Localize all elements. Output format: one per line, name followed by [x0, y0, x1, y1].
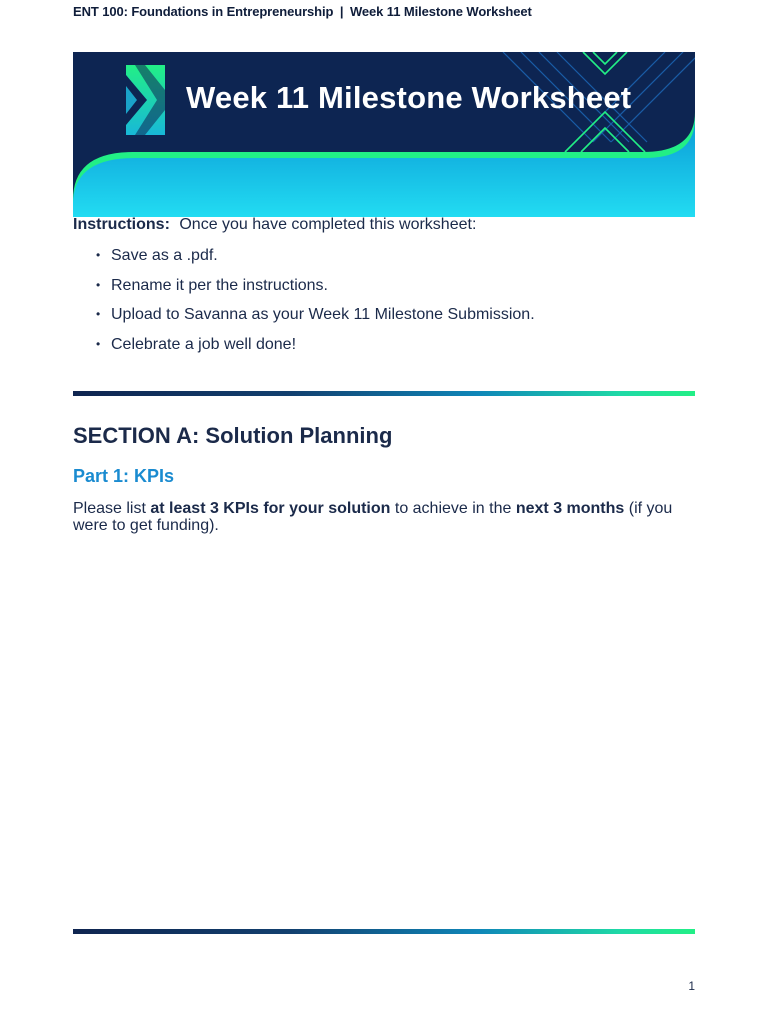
section-divider [73, 391, 695, 396]
banner-title: Week 11 Milestone Worksheet [186, 80, 632, 115]
section-title: SECTION A: Solution Planning [73, 423, 393, 448]
bullet-icon: • [96, 307, 101, 321]
instructions-text: Once you have completed this worksheet: [179, 216, 477, 233]
part-title: Part 1: KPIs [73, 466, 175, 486]
title-banner [73, 52, 695, 217]
list-item: • Save as a .pdf. [96, 247, 218, 264]
emphasis-timeframe: next 3 months [515, 500, 625, 517]
bullet-icon: • [96, 336, 101, 351]
bullet-icon: • [96, 277, 101, 292]
header-separator: | [339, 4, 344, 19]
instructions-line [73, 216, 476, 234]
page-number: 1 [688, 979, 695, 993]
banner-graphic [73, 52, 695, 217]
list-item: • Upload to Savanna as your Week 11 Milestone Submission. [96, 306, 535, 323]
document-name: Week 11 Milestone Worksheet [349, 4, 532, 19]
instructions-label: Instructions: [73, 216, 170, 233]
running-header [73, 4, 532, 19]
course-name: ENT 100: Foundations in Entrepreneurship [73, 4, 334, 19]
emphasis-kpis: at least 3 KPIs for your solution [150, 500, 391, 517]
kpi-prompt: Please list at least 3 KPIs for your solution to achieve in the next 3 months (if you were to get funding). [73, 500, 673, 534]
footer-divider [73, 929, 695, 934]
bullet-icon: • [96, 248, 101, 262]
list-item: • Rename it per the instructions. [96, 276, 328, 294]
logo-icon [126, 65, 165, 135]
instructions-list [96, 246, 535, 364]
list-item: • Celebrate a job well done! [96, 335, 297, 353]
